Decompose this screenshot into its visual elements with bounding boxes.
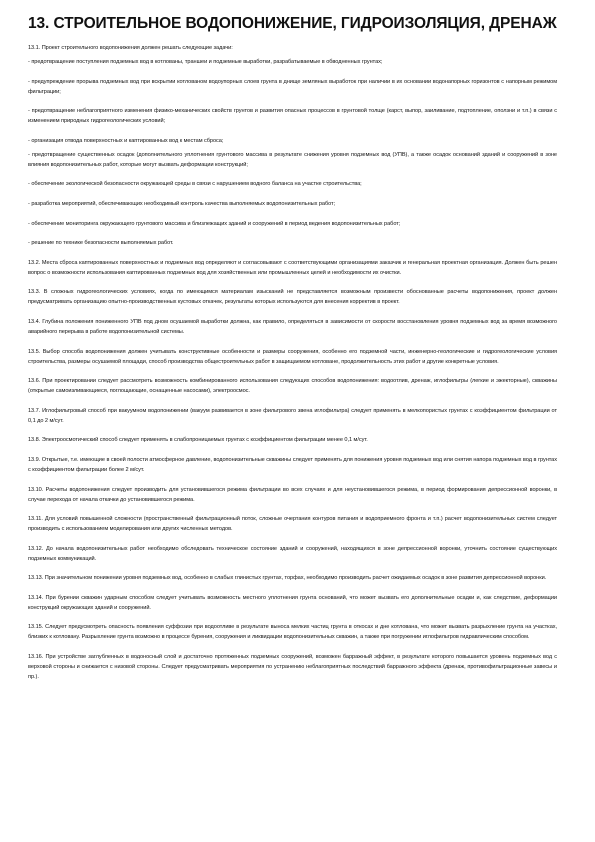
list-item-monitoring: - обеспечение мониторинга окружающего грунтового массива и близлежащих зданий и сооружений в период ведения водопонизительных работ; bbox=[28, 220, 401, 227]
list-item-drainage-inflow: - предотвращение поступления подземных вод в котлованы, траншеи и подземные выработки, разрабатываемые в обводненных грунтах; bbox=[28, 59, 383, 65]
page-title: 13. СТРОИТЕЛЬНОЕ ВОДОПОНИЖЕНИЕ, ГИДРОИЗОЛЯЦИЯ, ДРЕНАЖ bbox=[28, 15, 557, 32]
paragraph-13-1: 13.1. Проект строительного водопонижения должен решать следующие задачи: bbox=[28, 45, 233, 51]
paragraph-13-9: 13.9. Открытые, т.е. имеющие в своей полости атмосферное давление, водопонизительные скважины следует применять для понижения уровня подземных вод или снятия напора подземных вод в грунтах с коэффициентом фильтрации более 2 м/сут. bbox=[28, 456, 557, 473]
paragraph-13-11: 13.11. Для условий повышенной сложности (пространственный фильтрационный поток, сложные очертания контуров питания и водоприемного фронта и т.п.) расчет водопонизительных систем следует производить с использованием моделирования или других численных методов. bbox=[28, 516, 557, 533]
list-item-quality-control: - разработка мероприятий, обеспечивающих необходимый контроль качества выполняемых водопонизительных работ; bbox=[28, 200, 336, 207]
paragraph-13-13: 13.13. При значительном понижении уровня подземных вод, особенно в слабых глинистых грунтах, торфах, необходимо производить расчет ожидаемых осадок в зоне развития депрессионной воронки. bbox=[28, 575, 547, 582]
paragraph-13-10: 13.10. Расчеты водопонижения следует производить для установившегося режима фильтрации во всех случаях и для неустановившегося режима, в период формирования депрессионной воронки, в случае перехода от начала откачки до установившегося режима. bbox=[28, 486, 557, 503]
paragraph-13-7: 13.7. Иглофильтровый способ при вакуумном водопонижении (вакуум развивается в зоне фильтрового звена иглофильтра) следует применять в мелкопористых грунтах с коэффициентом фильтрации от 0,1 до 2 м/сут. bbox=[28, 407, 557, 424]
paragraph-13-3: 13.3. В сложных гидрогеологических условиях, когда по имеющимся материалам изысканий не представляется возможным произвести обоснованные расчеты водопонижения, проект должен предусматривать организацию опытно-производственных кустовых откачек, результаты которых используются для внесения корректив в проект. bbox=[28, 289, 557, 306]
paragraph-13-6: 13.6. При проектировании следует рассмотреть возможность комбинированного использования следующих способов водопонижения: водоотлив, дренаж, иглофильтры (легкие и эжекторные), скважины (открытые самоизливающиеся, поглощающие, оснащенные насосами), электроосмос. bbox=[28, 378, 557, 395]
list-item-soil-properties: - предотвращение неблагоприятного изменения физико-механических свойств грунтов и развития опасных процессов в грунтовой толще (карст, выпор, заиливание, подтопление, оползни и т.п.) в связи с изменением природных гидрогеологических условий; bbox=[28, 108, 557, 125]
list-item-ecology: - обеспечение экологической безопасности окружающей среды в связи с нарушением водного баланса на участке строительства; bbox=[28, 181, 362, 188]
paragraph-13-8: 13.8. Электроосмотический способ следует применять в слабопроницаемых грунтах с коэффициентом фильтрации менее 0,1 м/сут. bbox=[28, 437, 368, 444]
list-item-safety: - решение по технике безопасности выполняемых работ. bbox=[28, 240, 174, 247]
paragraph-13-12: 13.12. До начала водопонизительных работ необходимо обследовать техническое состояние зданий и сооружений, находящихся в зоне депрессионной воронки, уточнить состояние существующих подземных коммуникаций. bbox=[28, 545, 557, 562]
paragraph-13-15: 13.15. Следует предусмотреть опасность появления суффозии при водоотливе в результате выноса мелких частиц грунта в откосах и дне котлована, что может вызвать разрыхление грунта на участках, близких к котловану. Разрыхление грунта возможно в процессе бурения, сооружения и ликвидации водопонизительных скважин, а также при погружении иглофильтров гидравлическим способом. bbox=[28, 624, 557, 641]
list-item-settlement: - предотвращение существенных осадок (дополнительного уплотнения грунтового массива в результате снижения уровня подземных вод (УПВ), а также осадок оснований зданий и сооружений в зоне влияния водопонизительных работ, которые могут вызвать деформации конструкций; bbox=[28, 151, 557, 168]
list-item-breakthrough: - предупреждение прорыва подземных вод при вскрытии котлованом водоупорных слоев грунта в днище земляных выработок при наличии в их основании водонапорных горизонтов с напорным режимом фильтрации; bbox=[28, 78, 557, 95]
list-item-water-discharge: - организация отвода поверхностных и каптированных вод к местам сброса; bbox=[28, 137, 224, 144]
paragraph-13-14: 13.14. При бурении скважин ударным способом следует учитывать возможность местного уплотнения грунта оснований, что может вызвать его дополнительные осадки и, как следствие, деформации конструкций окружающих зданий и сооружений. bbox=[28, 594, 557, 611]
paragraph-13-16: 13.16. При устройстве заглубленных в водоносный слой и достаточно протяженных подземных сооружений, возможен барражный эффект, в результате которого повышается уровень подземных вод с верховой стороны и снижается с низовой стороны. Следует предусматривать мероприятия по устранению неблагоприятных последствий барражного эффекта (дренаж, противофильтрационные завесы и пр.). bbox=[28, 654, 557, 681]
paragraph-13-5: 13.5. Выбор способа водопонижения должен учитывать конструктивные особенности и размеры сооружения, особенно его подземной части, инженерно-геологические и гидрогеологические условия строительства, размеры осушаемой площади, способ производства общестроительных работ в защищаемом котловане, продолжительность этих работ и другие конкретные условия. bbox=[28, 348, 557, 365]
paragraph-13-2: 13.2. Места сброса каптированных поверхностных и подземных вод определяют и согласовывают с соответствующими организациями заказчик и генеральная проектная организация. Должен быть решен вопрос о возможности использования каптированных подземных вод для хозяйственных или промышленных целей и необходимости их очистки. bbox=[28, 259, 557, 276]
paragraph-13-4: 13.4. Глубина положения пониженного УПВ под дном осушаемой выработки должна, как правило, определяться в зависимости от скорости восстановления уровня подземных вод за время возможного аварийного перерыва в работе водопонизительной системы. bbox=[28, 318, 557, 335]
